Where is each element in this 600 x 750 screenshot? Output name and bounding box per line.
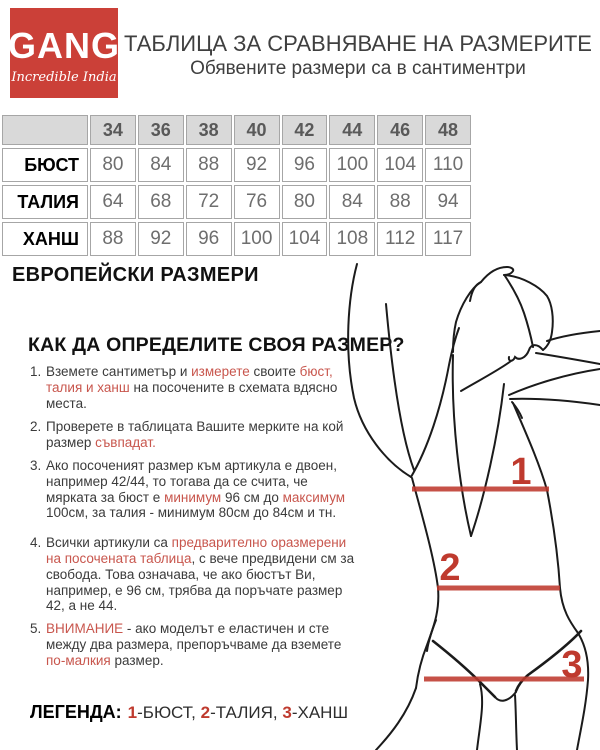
size-column-header: 48 <box>425 115 471 145</box>
instruction-item <box>30 458 356 521</box>
size-value-cell: 104 <box>282 222 328 256</box>
size-value-cell: 108 <box>329 222 375 256</box>
size-value-cell: 88 <box>90 222 136 256</box>
item-text: Всички артикули са предварително оразмерени на посочената таблица, с вече предвидени см за свобода. Това означава, че ако бюстът Ви, например, е 96 см, трябва да поръчате размер 42, а не 44. <box>46 535 355 614</box>
size-value-cell: 88 <box>186 148 232 182</box>
measurement-row <box>2 185 471 219</box>
item-number: 3. <box>30 457 42 473</box>
measurement-row <box>2 222 471 256</box>
size-table-header-row <box>2 115 471 145</box>
body-measurement-figure <box>330 256 600 750</box>
size-column-header: 36 <box>138 115 184 145</box>
size-value-cell: 80 <box>282 185 328 219</box>
size-value-cell: 100 <box>329 148 375 182</box>
size-value-cell: 117 <box>425 222 471 256</box>
size-column-header: 46 <box>377 115 423 145</box>
size-value-cell: 96 <box>186 222 232 256</box>
size-column-header: 40 <box>234 115 280 145</box>
measurement-row <box>2 148 471 182</box>
brand-name: GANG <box>8 24 120 66</box>
item-text: ВНИМАНИЕ - ако моделът е еластичен и сте между два размера, препоръчваме да вземете по-малкия размер. <box>46 621 342 668</box>
size-table <box>0 112 473 259</box>
item-number: 5. <box>30 621 42 637</box>
brand-tagline: Incredible India <box>11 69 117 85</box>
waist-marker-number: 2 <box>439 547 461 589</box>
item-text: Проверете в таблицата Вашите мерките на кой размер съвпадат. <box>46 419 344 451</box>
measurement-row-label: БЮСТ <box>2 148 88 182</box>
corner-cell <box>2 115 88 145</box>
measurement-row-label: ТАЛИЯ <box>2 185 88 219</box>
size-value-cell: 72 <box>186 185 232 219</box>
size-column-header: 44 <box>329 115 375 145</box>
legend-text: 1-БЮСТ, 2-ТАЛИЯ, 3-ХАНШ <box>127 703 349 722</box>
hip-marker-number: 3 <box>561 644 583 686</box>
brand-logo <box>10 8 118 98</box>
instruction-item <box>30 364 356 411</box>
item-text: Вземете сантиметър и измерете своите бюст, талия и ханш на посочените в схемата вдясно места. <box>46 364 338 411</box>
measurement-markers <box>412 451 584 686</box>
size-value-cell: 94 <box>425 185 471 219</box>
item-number: 1. <box>30 364 42 379</box>
size-table-body <box>2 148 471 256</box>
page-header <box>118 31 598 81</box>
size-value-cell: 80 <box>90 148 136 182</box>
size-value-cell: 96 <box>282 148 328 182</box>
size-value-cell: 92 <box>234 148 280 182</box>
size-column-header: 42 <box>282 115 328 145</box>
size-value-cell: 64 <box>90 185 136 219</box>
size-value-cell: 88 <box>377 185 423 219</box>
size-column-header: 34 <box>90 115 136 145</box>
size-value-cell: 112 <box>377 222 423 256</box>
section-heading: ЕВРОПЕЙСКИ РАЗМЕРИ <box>12 264 259 286</box>
size-value-cell: 84 <box>329 185 375 219</box>
howto-heading: КАК ДА ОПРЕДЕЛИТЕ СВОЯ РАЗМЕР? <box>28 334 405 356</box>
size-column-header: 38 <box>186 115 232 145</box>
instruction-item <box>30 535 356 614</box>
measurement-row-label: ХАНШ <box>2 222 88 256</box>
size-value-cell: 100 <box>234 222 280 256</box>
item-number: 4. <box>30 535 42 551</box>
size-value-cell: 104 <box>377 148 423 182</box>
item-number: 2. <box>30 419 42 435</box>
how-to-list <box>30 364 356 669</box>
page-title: ТАБЛИЦА ЗА СРАВНЯВАНЕ НА РАЗМЕРИТЕ <box>124 31 592 56</box>
item-text: Ако посоченият размер към артикула е двоен, например 42/44, то тогава да се счита, че мярката за бюст е минимум 96 см до максимум 100см, за талия - минимум 80см до 84см и тн. <box>46 457 346 521</box>
legend-label: ЛЕГЕНДА: <box>30 702 122 722</box>
size-value-cell: 76 <box>234 185 280 219</box>
instruction-item <box>30 621 356 668</box>
size-value-cell: 68 <box>138 185 184 219</box>
page-subtitle: Обявените размери са в сантиментри <box>190 58 526 79</box>
legend <box>30 702 348 723</box>
instruction-item <box>30 419 356 451</box>
size-value-cell: 92 <box>138 222 184 256</box>
size-value-cell: 110 <box>425 148 471 182</box>
size-value-cell: 84 <box>138 148 184 182</box>
bust-marker-number: 1 <box>510 451 532 493</box>
